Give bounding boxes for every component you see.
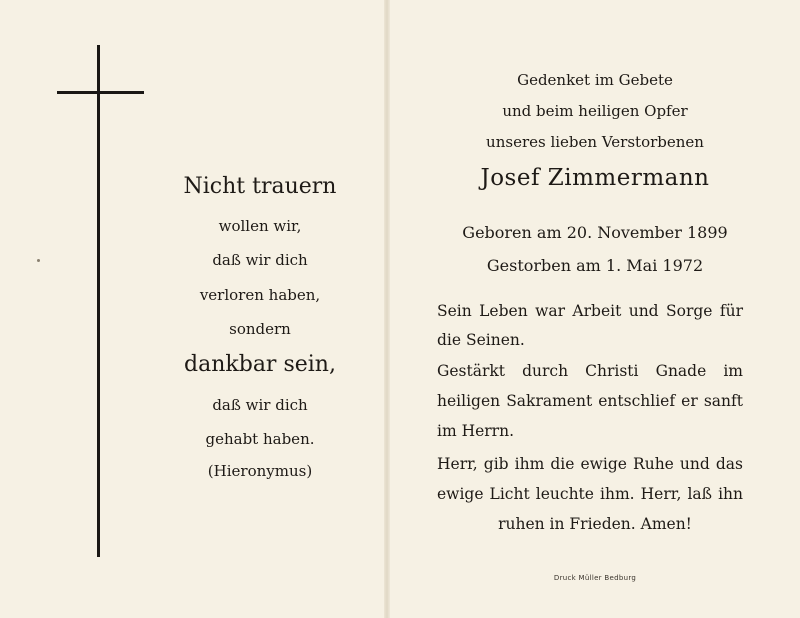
deceased-name: Josef Zimmermann [480, 165, 710, 191]
poem-line-5: sondern [229, 320, 291, 338]
printer-imprint: Druck Müller Bedburg [553, 574, 637, 582]
poem-line-2: wollen wir, [218, 217, 302, 235]
paragraph-line-6: Herr, gib ihm die ewige Ruhe und das [437, 455, 743, 473]
intro-line-2: und beim heiligen Opfer [502, 102, 688, 120]
poem-line-3: daß wir dich [212, 251, 308, 269]
paragraph-line-1: Sein Leben war Arbeit und Sorge für [437, 302, 743, 320]
poem-line-6: dankbar sein, [184, 352, 336, 377]
paragraph-line-4: heiligen Sakrament entschlief er sanft [437, 392, 743, 410]
intro-line-1: Gedenket im Gebete [517, 71, 673, 89]
cross-vertical-beam [97, 45, 100, 557]
cross-horizontal-beam [57, 91, 144, 94]
poem-line-4: verloren haben, [199, 286, 321, 304]
paragraph-line-2: die Seinen. [437, 331, 525, 349]
paragraph-line-5: im Herrn. [437, 422, 515, 440]
birth-date: Geboren am 20. November 1899 [462, 223, 728, 242]
death-date: Gestorben am 1. Mai 1972 [486, 256, 704, 275]
paragraph-line-7: ewige Licht leuchte ihm. Herr, laß ihn [437, 485, 743, 503]
paragraph-line-8: ruhen in Frieden. Amen! [498, 515, 692, 533]
poem-line-7: daß wir dich [212, 396, 308, 414]
poem-line-1: Nicht trauern [183, 174, 337, 199]
poem-attribution: (Hieronymus) [207, 462, 313, 480]
poem-line-8: gehabt haben. [205, 430, 315, 448]
left-panel [0, 0, 384, 618]
paper-speck [37, 259, 40, 262]
right-panel [390, 0, 800, 618]
intro-line-3: unseres lieben Verstorbenen [486, 133, 704, 151]
paragraph-line-3: Gestärkt durch Christi Gnade im [437, 362, 743, 380]
